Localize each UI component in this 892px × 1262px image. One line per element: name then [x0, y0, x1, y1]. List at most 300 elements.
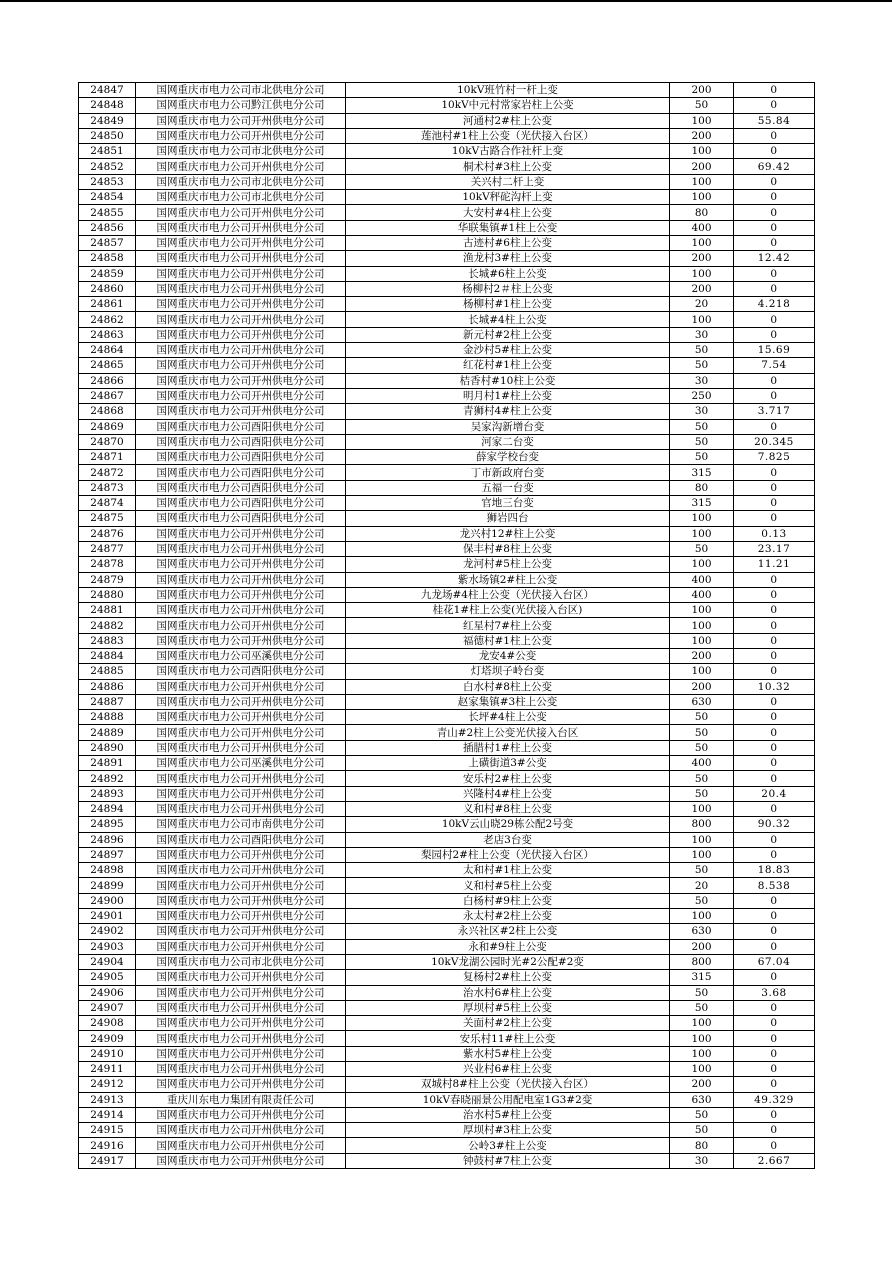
table-row	[79, 664, 815, 679]
company-cell: 国网重庆市电力公司开州供电分公司	[136, 909, 346, 924]
transformer-name-cell: 金沙村5#柱上公变	[346, 343, 670, 358]
company-cell: 国网重庆市电力公司开州供电分公司	[136, 373, 346, 388]
table-row	[79, 128, 815, 143]
value-cell: 20.345	[734, 434, 815, 449]
row-id-cell: 24875	[79, 511, 136, 526]
row-id-cell: 24899	[79, 878, 136, 893]
transformer-name-cell: 插腊村1#柱上公变	[346, 740, 670, 755]
company-cell: 国网重庆市电力公司开州供电分公司	[136, 725, 346, 740]
company-cell: 国网重庆市电力公司开州供电分公司	[136, 924, 346, 939]
table-row	[79, 1123, 815, 1138]
company-cell: 国网重庆市电力公司市北供电分公司	[136, 954, 346, 969]
company-cell: 国网重庆市电力公司开州供电分公司	[136, 388, 346, 403]
transformer-name-cell: 安乐村2#柱上公变	[346, 771, 670, 786]
row-id-cell: 24895	[79, 817, 136, 832]
row-id-cell: 24849	[79, 113, 136, 128]
value-cell: 0	[734, 190, 815, 205]
company-cell: 国网重庆市电力公司开州供电分公司	[136, 1138, 346, 1153]
company-cell: 国网重庆市电力公司开州供电分公司	[136, 266, 346, 281]
table-row	[79, 801, 815, 816]
value-cell: 7.825	[734, 450, 815, 465]
capacity-cell: 50	[670, 419, 734, 434]
transformer-name-cell: 关兴村二杆上变	[346, 174, 670, 189]
capacity-cell: 50	[670, 893, 734, 908]
transformer-name-cell: 吴家沟新增台变	[346, 419, 670, 434]
value-cell: 4.218	[734, 297, 815, 312]
table-row	[79, 878, 815, 893]
table-body	[79, 83, 815, 1169]
row-id-cell: 24877	[79, 541, 136, 556]
transformer-name-cell: 大安村#4柱上公变	[346, 205, 670, 220]
transformer-name-cell: 义和村#5柱上公变	[346, 878, 670, 893]
row-id-cell: 24868	[79, 404, 136, 419]
transformer-name-cell: 薛家学校台变	[346, 450, 670, 465]
transformer-name-cell: 10kV中元村常家岩柱上公变	[346, 98, 670, 113]
value-cell: 0	[734, 266, 815, 281]
company-cell: 国网重庆市电力公司开州供电分公司	[136, 1000, 346, 1015]
table-row	[79, 144, 815, 159]
table-row	[79, 1107, 815, 1122]
company-cell: 国网重庆市电力公司开州供电分公司	[136, 740, 346, 755]
row-id-cell: 24906	[79, 985, 136, 1000]
company-cell: 国网重庆市电力公司开州供电分公司	[136, 281, 346, 296]
row-id-cell: 24898	[79, 863, 136, 878]
company-cell: 国网重庆市电力公司开州供电分公司	[136, 1077, 346, 1092]
value-cell: 0	[734, 480, 815, 495]
row-id-cell: 24878	[79, 557, 136, 572]
row-id-cell: 24887	[79, 694, 136, 709]
value-cell: 0	[734, 174, 815, 189]
table-row	[79, 1138, 815, 1153]
transformer-name-cell: 永和#9柱上公变	[346, 939, 670, 954]
table-row	[79, 480, 815, 495]
value-cell: 0	[734, 205, 815, 220]
company-cell: 国网重庆市电力公司开州供电分公司	[136, 1153, 346, 1168]
table-row	[79, 710, 815, 725]
row-id-cell: 24884	[79, 648, 136, 663]
row-id-cell: 24869	[79, 419, 136, 434]
capacity-cell: 100	[670, 618, 734, 633]
capacity-cell: 315	[670, 496, 734, 511]
value-cell: 0	[734, 603, 815, 618]
table-row	[79, 496, 815, 511]
capacity-cell: 315	[670, 970, 734, 985]
company-cell: 国网重庆市电力公司开州供电分公司	[136, 710, 346, 725]
row-id-cell: 24914	[79, 1107, 136, 1122]
row-id-cell: 24863	[79, 327, 136, 342]
capacity-cell: 100	[670, 664, 734, 679]
value-cell: 12.42	[734, 251, 815, 266]
company-cell: 国网重庆市电力公司开州供电分公司	[136, 878, 346, 893]
row-id-cell: 24885	[79, 664, 136, 679]
value-cell: 0	[734, 128, 815, 143]
row-id-cell: 24890	[79, 740, 136, 755]
company-cell: 国网重庆市电力公司开州供电分公司	[136, 771, 346, 786]
company-cell: 国网重庆市电力公司酉阳供电分公司	[136, 511, 346, 526]
table-row	[79, 465, 815, 480]
capacity-cell: 630	[670, 924, 734, 939]
transformer-name-cell: 厚坝村#5柱上公变	[346, 1000, 670, 1015]
transformer-name-cell: 白水村#8柱上公变	[346, 679, 670, 694]
table-row	[79, 756, 815, 771]
company-cell: 国网重庆市电力公司开州供电分公司	[136, 1031, 346, 1046]
company-cell: 国网重庆市电力公司开州供电分公司	[136, 327, 346, 342]
capacity-cell: 50	[670, 740, 734, 755]
row-id-cell: 24903	[79, 939, 136, 954]
value-cell: 0	[734, 740, 815, 755]
table-row	[79, 220, 815, 235]
company-cell: 国网重庆市电力公司开州供电分公司	[136, 235, 346, 250]
table-row	[79, 572, 815, 587]
table-row	[79, 679, 815, 694]
company-cell: 国网重庆市电力公司开州供电分公司	[136, 587, 346, 602]
table-row	[79, 343, 815, 358]
row-id-cell: 24862	[79, 312, 136, 327]
row-id-cell: 24908	[79, 1016, 136, 1031]
row-id-cell: 24854	[79, 190, 136, 205]
table-row	[79, 113, 815, 128]
value-cell: 0	[734, 465, 815, 480]
capacity-cell: 50	[670, 98, 734, 113]
value-cell: 90.32	[734, 817, 815, 832]
value-cell: 0	[734, 801, 815, 816]
company-cell: 国网重庆市电力公司开州供电分公司	[136, 618, 346, 633]
capacity-cell: 100	[670, 266, 734, 281]
table-row	[79, 863, 815, 878]
table-row	[79, 281, 815, 296]
row-id-cell: 24901	[79, 909, 136, 924]
table-row	[79, 98, 815, 113]
company-cell: 国网重庆市电力公司酉阳供电分公司	[136, 664, 346, 679]
transformer-name-cell: 10kV龙湖公园时光#2公配#2变	[346, 954, 670, 969]
value-cell: 0	[734, 511, 815, 526]
table-row	[79, 266, 815, 281]
table-row	[79, 159, 815, 174]
company-cell: 国网重庆市电力公司开州供电分公司	[136, 939, 346, 954]
transformer-name-cell: 治水村5#柱上公变	[346, 1107, 670, 1122]
capacity-cell: 200	[670, 159, 734, 174]
value-cell: 3.68	[734, 985, 815, 1000]
value-cell: 3.717	[734, 404, 815, 419]
capacity-cell: 100	[670, 1062, 734, 1077]
capacity-cell: 50	[670, 343, 734, 358]
transformer-name-cell: 长坪#4柱上公变	[346, 710, 670, 725]
table-row	[79, 1092, 815, 1107]
transformer-name-cell: 义和村#8柱上公变	[346, 801, 670, 816]
company-cell: 国网重庆市电力公司市北供电分公司	[136, 83, 346, 98]
capacity-cell: 100	[670, 557, 734, 572]
capacity-cell: 100	[670, 1031, 734, 1046]
transformer-name-cell: 复杨村2#柱上公变	[346, 970, 670, 985]
value-cell: 15.69	[734, 343, 815, 358]
value-cell: 0	[734, 83, 815, 98]
table-row	[79, 235, 815, 250]
company-cell: 国网重庆市电力公司市北供电分公司	[136, 190, 346, 205]
transformer-name-cell: 灯塔坝子岭台变	[346, 664, 670, 679]
transformer-name-cell: 新元村#2柱上公变	[346, 327, 670, 342]
value-cell: 0	[734, 98, 815, 113]
table-row	[79, 924, 815, 939]
row-id-cell: 24879	[79, 572, 136, 587]
capacity-cell: 50	[670, 985, 734, 1000]
table-row	[79, 358, 815, 373]
row-id-cell: 24913	[79, 1092, 136, 1107]
capacity-cell: 30	[670, 373, 734, 388]
row-id-cell: 24848	[79, 98, 136, 113]
value-cell: 0	[734, 832, 815, 847]
row-id-cell: 24857	[79, 235, 136, 250]
value-cell: 0	[734, 281, 815, 296]
row-id-cell: 24888	[79, 710, 136, 725]
capacity-cell: 400	[670, 756, 734, 771]
transformer-name-cell: 白杨村#9柱上公变	[346, 893, 670, 908]
capacity-cell: 200	[670, 281, 734, 296]
transformer-name-cell: 丁市新政府台变	[346, 465, 670, 480]
table-row	[79, 434, 815, 449]
company-cell: 国网重庆市电力公司开州供电分公司	[136, 985, 346, 1000]
capacity-cell: 100	[670, 511, 734, 526]
row-id-cell: 24902	[79, 924, 136, 939]
capacity-cell: 200	[670, 679, 734, 694]
value-cell: 0	[734, 144, 815, 159]
value-cell: 0	[734, 1077, 815, 1092]
value-cell: 0	[734, 1000, 815, 1015]
row-id-cell: 24880	[79, 587, 136, 602]
table-row	[79, 557, 815, 572]
row-id-cell: 24865	[79, 358, 136, 373]
transformer-name-cell: 公岭3#柱上公变	[346, 1138, 670, 1153]
table-row	[79, 205, 815, 220]
company-cell: 国网重庆市电力公司开州供电分公司	[136, 220, 346, 235]
capacity-cell: 80	[670, 205, 734, 220]
table-row	[79, 1000, 815, 1015]
capacity-cell: 400	[670, 572, 734, 587]
capacity-cell: 100	[670, 832, 734, 847]
value-cell: 0	[734, 847, 815, 862]
transformer-name-cell: 杨柳村2＃柱上公变	[346, 281, 670, 296]
company-cell: 国网重庆市电力公司开州供电分公司	[136, 633, 346, 648]
transformer-name-cell: 桂花1#柱上公变(光伏接入台区)	[346, 603, 670, 618]
capacity-cell: 200	[670, 128, 734, 143]
transformer-name-cell: 永兴社区#2柱上公变	[346, 924, 670, 939]
capacity-cell: 315	[670, 465, 734, 480]
table-row	[79, 1046, 815, 1061]
company-cell: 国网重庆市电力公司开州供电分公司	[136, 694, 346, 709]
table-row	[79, 312, 815, 327]
row-id-cell: 24893	[79, 786, 136, 801]
table-row	[79, 450, 815, 465]
transformer-name-cell: 杨柳村#1柱上公变	[346, 297, 670, 312]
company-cell: 国网重庆市电力公司巫溪供电分公司	[136, 756, 346, 771]
row-id-cell: 24881	[79, 603, 136, 618]
table-row	[79, 970, 815, 985]
row-id-cell: 24866	[79, 373, 136, 388]
transformer-name-cell: 钟鼓村#7柱上公变	[346, 1153, 670, 1168]
transformer-name-cell: 青狮村4#柱上公变	[346, 404, 670, 419]
company-cell: 国网重庆市电力公司市北供电分公司	[136, 144, 346, 159]
value-cell: 0	[734, 771, 815, 786]
row-id-cell: 24872	[79, 465, 136, 480]
value-cell: 0	[734, 893, 815, 908]
company-cell: 国网重庆市电力公司开州供电分公司	[136, 1016, 346, 1031]
value-cell: 0	[734, 710, 815, 725]
row-id-cell: 24917	[79, 1153, 136, 1168]
table-row	[79, 648, 815, 663]
company-cell: 国网重庆市电力公司开州供电分公司	[136, 312, 346, 327]
transformer-name-cell: 河通村2#柱上公变	[346, 113, 670, 128]
table-row	[79, 954, 815, 969]
value-cell: 0.13	[734, 526, 815, 541]
company-cell: 国网重庆市电力公司开州供电分公司	[136, 205, 346, 220]
company-cell: 国网重庆市电力公司酉阳供电分公司	[136, 419, 346, 434]
table-row	[79, 83, 815, 98]
transformer-name-cell: 龙兴村12#柱上公变	[346, 526, 670, 541]
value-cell: 10.32	[734, 679, 815, 694]
capacity-cell: 100	[670, 1016, 734, 1031]
company-cell: 国网重庆市电力公司开州供电分公司	[136, 404, 346, 419]
transformer-name-cell: 兴隆村4#柱上公变	[346, 786, 670, 801]
capacity-cell: 100	[670, 1046, 734, 1061]
row-id-cell: 24860	[79, 281, 136, 296]
capacity-cell: 20	[670, 878, 734, 893]
capacity-cell: 250	[670, 388, 734, 403]
value-cell: 11.21	[734, 557, 815, 572]
table-row	[79, 251, 815, 266]
table-row	[79, 847, 815, 862]
company-cell: 国网重庆市电力公司开州供电分公司	[136, 679, 346, 694]
company-cell: 国网重庆市电力公司市北供电分公司	[136, 174, 346, 189]
row-id-cell: 24912	[79, 1077, 136, 1092]
transformer-name-cell: 明月村1#柱上公变	[346, 388, 670, 403]
transformer-name-cell: 华联集镇#1柱上公变	[346, 220, 670, 235]
table-row	[79, 817, 815, 832]
capacity-cell: 50	[670, 1000, 734, 1015]
company-cell: 国网重庆市电力公司酉阳供电分公司	[136, 434, 346, 449]
value-cell: 0	[734, 909, 815, 924]
transformer-name-cell: 龙安4#公变	[346, 648, 670, 663]
row-id-cell: 24874	[79, 496, 136, 511]
table-row	[79, 725, 815, 740]
transformer-name-cell: 桐术村#3柱上公变	[346, 159, 670, 174]
capacity-cell: 200	[670, 83, 734, 98]
company-cell: 国网重庆市电力公司开州供电分公司	[136, 113, 346, 128]
transformer-name-cell: 紫水村5#柱上公变	[346, 1046, 670, 1061]
value-cell: 69.42	[734, 159, 815, 174]
table-row	[79, 694, 815, 709]
transformer-name-cell: 厚坝村#3柱上公变	[346, 1123, 670, 1138]
transformer-name-cell: 福德村#1柱上公变	[346, 633, 670, 648]
capacity-cell: 630	[670, 694, 734, 709]
capacity-cell: 30	[670, 1153, 734, 1168]
company-cell: 国网重庆市电力公司巫溪供电分公司	[136, 648, 346, 663]
company-cell: 国网重庆市电力公司开州供电分公司	[136, 572, 346, 587]
transformer-name-cell: 上磺街道3#公变	[346, 756, 670, 771]
table-row	[79, 771, 815, 786]
capacity-cell: 200	[670, 939, 734, 954]
value-cell: 0	[734, 664, 815, 679]
capacity-cell: 800	[670, 817, 734, 832]
transformer-name-cell: 桔香村#10柱上公变	[346, 373, 670, 388]
value-cell: 67.04	[734, 954, 815, 969]
transformer-name-cell: 关面村#2柱上公变	[346, 1016, 670, 1031]
company-cell: 国网重庆市电力公司开州供电分公司	[136, 1062, 346, 1077]
table-row	[79, 511, 815, 526]
capacity-cell: 630	[670, 1092, 734, 1107]
company-cell: 国网重庆市电力公司开州供电分公司	[136, 557, 346, 572]
row-id-cell: 24871	[79, 450, 136, 465]
capacity-cell: 50	[670, 786, 734, 801]
transformer-name-cell: 10kV秤砣沟杆上变	[346, 190, 670, 205]
row-id-cell: 24859	[79, 266, 136, 281]
row-id-cell: 24909	[79, 1031, 136, 1046]
capacity-cell: 100	[670, 633, 734, 648]
capacity-cell: 50	[670, 863, 734, 878]
company-cell: 国网重庆市电力公司开州供电分公司	[136, 863, 346, 878]
table-row	[79, 526, 815, 541]
value-cell: 0	[734, 235, 815, 250]
table-row	[79, 633, 815, 648]
value-cell: 0	[734, 496, 815, 511]
transformer-name-cell: 治水村6#柱上公变	[346, 985, 670, 1000]
value-cell: 0	[734, 939, 815, 954]
transformer-name-cell: 10kV班竹村一杆上变	[346, 83, 670, 98]
value-cell: 0	[734, 924, 815, 939]
value-cell: 0	[734, 419, 815, 434]
capacity-cell: 30	[670, 404, 734, 419]
company-cell: 国网重庆市电力公司开州供电分公司	[136, 251, 346, 266]
company-cell: 国网重庆市电力公司开州供电分公司	[136, 526, 346, 541]
company-cell: 国网重庆市电力公司开州供电分公司	[136, 603, 346, 618]
value-cell: 0	[734, 388, 815, 403]
transformer-name-cell: 官地三台变	[346, 496, 670, 511]
company-cell: 国网重庆市电力公司酉阳供电分公司	[136, 496, 346, 511]
capacity-cell: 100	[670, 312, 734, 327]
row-id-cell: 24910	[79, 1046, 136, 1061]
table-row	[79, 618, 815, 633]
table-row	[79, 404, 815, 419]
transformer-name-cell: 九龙场#4柱上公变（光伏接入台区）	[346, 587, 670, 602]
capacity-cell: 100	[670, 603, 734, 618]
value-cell: 55.84	[734, 113, 815, 128]
capacity-cell: 200	[670, 648, 734, 663]
table-row	[79, 939, 815, 954]
capacity-cell: 50	[670, 1107, 734, 1122]
company-cell: 国网重庆市电力公司开州供电分公司	[136, 1107, 346, 1122]
company-cell: 国网重庆市电力公司市南供电分公司	[136, 817, 346, 832]
transformer-name-cell: 莲池村#1柱上公变（光伏接入台区）	[346, 128, 670, 143]
row-id-cell: 24889	[79, 725, 136, 740]
value-cell: 0	[734, 1138, 815, 1153]
row-id-cell: 24852	[79, 159, 136, 174]
transformer-name-cell: 河家二台变	[346, 434, 670, 449]
company-cell: 国网重庆市电力公司黔江供电分公司	[136, 98, 346, 113]
table-row	[79, 373, 815, 388]
row-id-cell: 24867	[79, 388, 136, 403]
capacity-cell: 20	[670, 297, 734, 312]
transformer-name-cell: 10kV春晓丽景公用配电室1G3#2变	[346, 1092, 670, 1107]
row-id-cell: 24870	[79, 434, 136, 449]
table-row	[79, 603, 815, 618]
value-cell: 0	[734, 327, 815, 342]
value-cell: 0	[734, 694, 815, 709]
value-cell: 0	[734, 633, 815, 648]
company-cell: 国网重庆市电力公司开州供电分公司	[136, 128, 346, 143]
transformer-name-cell: 长城#4柱上公变	[346, 312, 670, 327]
transformer-name-cell: 红星村7#柱上公变	[346, 618, 670, 633]
transformer-name-cell: 梨园村2#柱上公变（光伏接入台区）	[346, 847, 670, 862]
table-row	[79, 1031, 815, 1046]
row-id-cell: 24876	[79, 526, 136, 541]
